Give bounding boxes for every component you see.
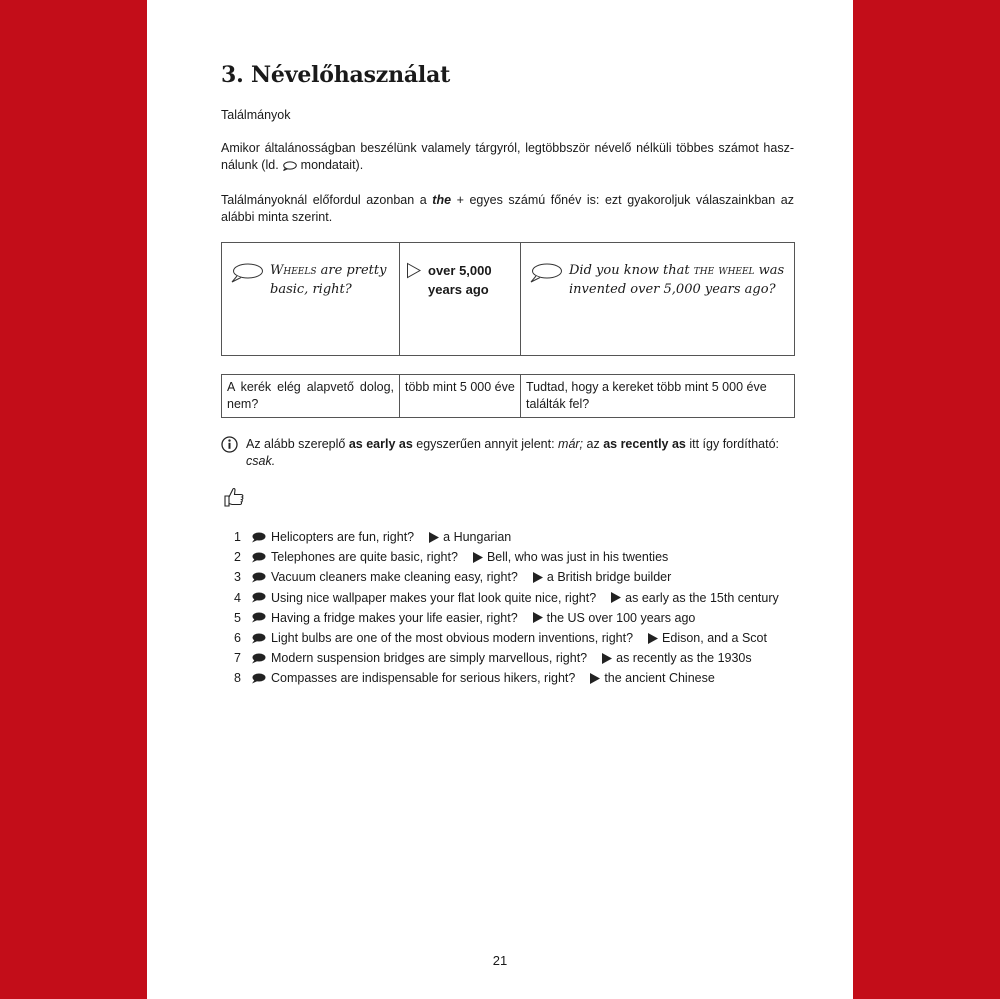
page-title: 3. Névelőhasználat	[221, 62, 451, 88]
play-outline-icon	[406, 262, 422, 284]
play-filled-icon	[428, 531, 440, 544]
speech-bubble-outline-icon	[527, 262, 563, 289]
play-filled-icon	[610, 591, 622, 604]
exercise-cue: the US over 100 years ago	[546, 610, 696, 625]
note-text-1: Az alább szereplő	[246, 437, 349, 451]
exercise-number: 4	[234, 590, 241, 605]
play-filled-icon	[589, 672, 601, 685]
note-meaning-recently: csak.	[246, 454, 276, 468]
example-answer-before: Did you know that	[569, 263, 694, 278]
thumbs-up-icon	[223, 486, 794, 513]
exercise-item	[221, 608, 794, 628]
exercise-item	[221, 527, 794, 547]
play-filled-icon	[601, 652, 613, 665]
speech-bubble-filled-icon	[251, 612, 266, 623]
exercise-question: Modern suspension bridges are simply marvellous, right?	[271, 651, 588, 666]
page-number: 21	[492, 953, 508, 968]
example-cue-cell	[400, 243, 521, 356]
exercise-item	[221, 567, 794, 587]
play-filled-icon	[472, 551, 484, 564]
exercise-number: 2	[234, 550, 241, 565]
exercise-item	[221, 547, 794, 567]
exercise-cue: Bell, who was just in his twenties	[486, 550, 669, 565]
intro-text-before: Amikor általánosságban beszélünk valamely tárgyról, legtöbbször névelő nélküli többes számot hasz-nálunk (ld.	[221, 141, 794, 172]
speech-bubble-filled-icon	[251, 532, 266, 543]
play-filled-icon	[532, 571, 544, 584]
example-question-rest: are pretty basic, right?	[270, 263, 387, 297]
exercise-question: Using nice wallpaper makes your flat look quite nice, right?	[271, 590, 597, 605]
exercise-list	[221, 527, 794, 689]
speech-bubble-filled-icon	[251, 673, 266, 684]
speech-bubble-filled-icon	[251, 552, 266, 563]
book-page	[147, 0, 853, 999]
example-table	[221, 242, 795, 356]
example-question-cell	[222, 243, 400, 356]
exercise-cue: a Hungarian	[443, 530, 512, 545]
example-answer-after: was invented over 5,000 years ago?	[569, 263, 785, 297]
translation-cue: több mint 5 000 éve	[400, 375, 521, 418]
play-filled-icon	[647, 632, 659, 645]
exercise-question: Vacuum cleaners make cleaning easy, right?	[271, 570, 518, 585]
exercise-item	[221, 668, 794, 688]
exercise-question: Light bulbs are one of the most obvious modern inventions, right?	[271, 631, 634, 646]
speech-bubble-outline-icon	[228, 262, 264, 289]
example-answer	[569, 261, 788, 299]
rule-text-before: Találmányoknál előfordul azonban a	[221, 193, 433, 207]
exercise-question: Having a fridge makes your life easier, right?	[271, 610, 518, 625]
exercise-number: 6	[234, 631, 241, 646]
page-content	[221, 62, 794, 689]
example-answer-subject: the wheel	[693, 263, 755, 278]
speech-bubble-filled-icon	[251, 572, 266, 583]
speech-bubble-filled-icon	[251, 633, 266, 644]
exercise-number: 5	[234, 610, 241, 625]
note-meaning-early: már;	[558, 437, 584, 451]
note-term-recently: as recently as	[603, 437, 686, 451]
exercise-cue: the ancient Chinese	[604, 671, 715, 686]
play-filled-icon	[532, 611, 544, 624]
intro-text-after: mondatait).	[300, 158, 364, 172]
section-subtitle: Találmányok	[221, 108, 291, 122]
speech-bubble-icon	[282, 159, 297, 176]
example-cue: over 5,000 years ago	[428, 263, 492, 297]
exercise-number: 8	[234, 671, 241, 686]
exercise-item	[221, 628, 794, 648]
exercise-number: 3	[234, 570, 241, 585]
exercise-number: 1	[234, 530, 241, 545]
info-note-text	[246, 436, 794, 470]
speech-bubble-filled-icon	[251, 592, 266, 603]
note-text-4: itt így fordítható:	[685, 437, 779, 451]
note-text-3: az	[583, 437, 604, 451]
exercise-question: Helicopters are fun, right?	[271, 530, 415, 545]
example-question-subject: Wheels	[270, 263, 317, 278]
example-answer-cell	[521, 243, 795, 356]
exercise-question: Telephones are quite basic, right?	[271, 550, 458, 565]
exercise-item	[221, 648, 794, 668]
info-icon	[221, 436, 238, 470]
speech-bubble-filled-icon	[251, 653, 266, 664]
translation-question: A kerék elég alapvető dolog, nem?	[222, 375, 400, 418]
info-note	[221, 436, 794, 470]
note-term-early: as early as	[348, 437, 413, 451]
rule-article: the	[432, 193, 452, 207]
exercise-number: 7	[234, 651, 241, 666]
translation-table	[221, 374, 795, 418]
intro-paragraph	[221, 140, 794, 176]
exercise-cue: Edison, and a Scot	[662, 631, 767, 646]
note-text-2: egyszerűen annyit jelent:	[412, 437, 559, 451]
exercise-question: Compasses are indispensable for serious hikers, right?	[271, 671, 576, 686]
exercise-cue: as recently as the 1930s	[616, 651, 752, 666]
exercise-cue: a British bridge builder	[546, 570, 672, 585]
translation-answer: Tudtad, hogy a kereket több mint 5 000 éve találták fel?	[521, 375, 795, 418]
example-question	[270, 261, 393, 299]
rule-text-after: + egyes számú főnév is: ezt gyakoroljuk válaszainkban az alábbi minta szerint.	[221, 193, 794, 224]
exercise-item	[221, 588, 794, 608]
rule-paragraph	[221, 192, 794, 226]
exercise-cue: as early as the 15th century	[625, 590, 779, 605]
